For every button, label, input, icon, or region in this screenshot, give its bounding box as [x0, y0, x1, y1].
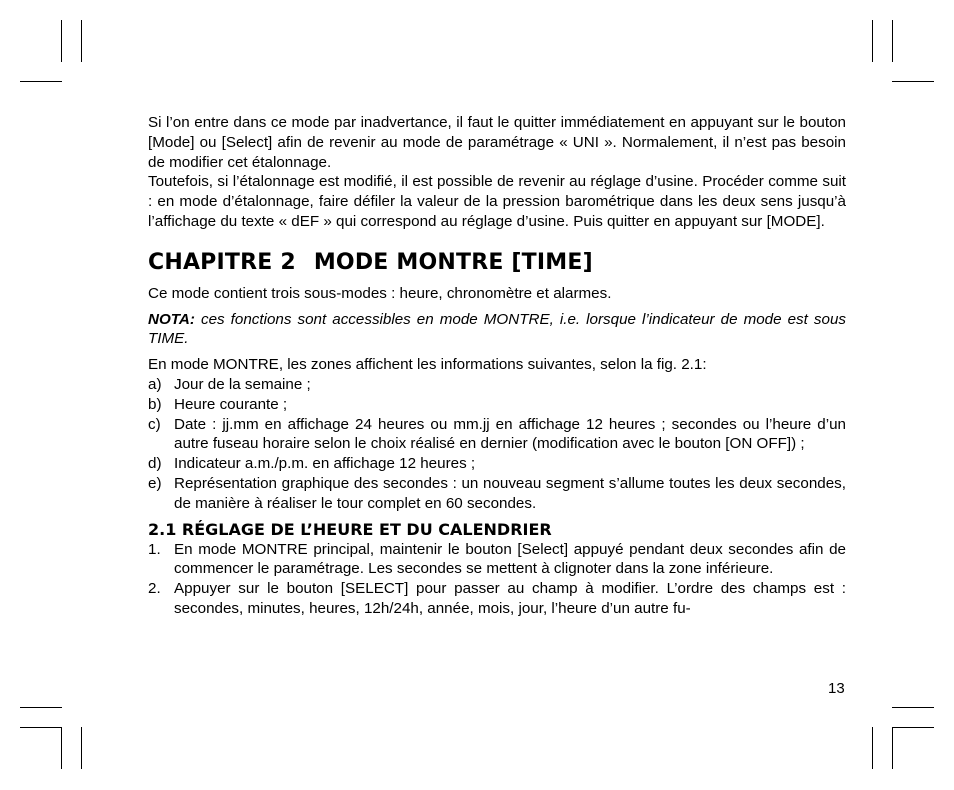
list-item-text: En mode MONTRE principal, maintenir le bouton [Select] appuyé pendant deux secondes afin de commencer le paramétrage. Les secondes se mettent à clignoter dans la zone inférieure.: [174, 540, 846, 578]
crop-mark-bottom-right-inner: [872, 727, 873, 769]
chapter-heading: [148, 248, 846, 278]
list-item-text: Indicateur a.m./p.m. en affichage 12 heures ;: [174, 455, 476, 473]
list-item-text: Date : jj.mm en affichage 24 heures ou mm.jj en affichage 12 heures ; secondes ou l’heure d’un autre fuseau horaire selon le choix réalisé en dernier (modification avec le bouton [ON OFF]) ;: [174, 415, 846, 453]
crop-mark-top-right-inner: [872, 20, 873, 62]
list-item-text: Représentation graphique des secondes : un nouveau segment s’allume toutes les deux secondes, de manière à réaliser le tour complet en 60 secondes.: [174, 474, 846, 512]
list-item-text: Heure courante ;: [174, 395, 288, 413]
crop-mark-top-right-outer: [892, 20, 893, 62]
crop-mark-bottom-left-horizontal-2: [20, 727, 62, 728]
crop-mark-bottom-left-horizontal-1: [20, 707, 62, 708]
list-marker: d): [148, 455, 162, 473]
list-item: [148, 375, 846, 395]
zones-list: [148, 375, 846, 514]
list-item: [148, 579, 846, 619]
list-marker: 1.: [148, 540, 161, 558]
crop-mark-top-left-outer: [61, 20, 62, 62]
list-marker: e): [148, 474, 162, 492]
list-item: [148, 454, 846, 474]
list-item-text: Jour de la semaine ;: [174, 375, 311, 393]
nota-label: NOTA:: [148, 310, 195, 328]
list-marker: 2.: [148, 580, 161, 598]
intro-paragraph-1: Si l’on entre dans ce mode par inadvertance, il faut le quitter immédiatement en appuyant sur le bouton [Mode] ou [Select] afin de revenir au mode de paramétrage « UNI ». Normalement, il n’est pas besoin de modifier cet étalonnage.: [148, 114, 846, 171]
crop-mark-bottom-right-outer: [892, 727, 893, 769]
crop-mark-bottom-left-inner: [81, 727, 82, 769]
list-item: [148, 415, 846, 455]
crop-mark-bottom-left-outer: [61, 727, 62, 769]
list-marker: b): [148, 395, 162, 413]
list-marker: a): [148, 375, 162, 393]
list-item: [148, 395, 846, 415]
nota-paragraph: [148, 310, 846, 350]
steps-list: [148, 540, 846, 619]
list-item: [148, 474, 846, 514]
list-item: [148, 540, 846, 580]
page-number: 13: [828, 680, 845, 697]
section-heading: 2.1 RÉGLAGE DE L’HEURE ET DU CALENDRIER: [148, 519, 552, 539]
crop-mark-bottom-right-horizontal-2: [892, 727, 934, 728]
page-content: [148, 113, 846, 619]
chapter-title: MODE MONTRE [TIME]: [313, 249, 593, 275]
chapter-number: CHAPITRE 2: [148, 249, 296, 275]
crop-mark-top-right-horizontal: [892, 81, 934, 82]
nota-text: ces fonctions sont accessibles en mode MONTRE, i.e. lorsque l’indicateur de mode est sous TIME.: [148, 310, 846, 348]
list-marker: c): [148, 415, 161, 433]
crop-mark-top-left-inner: [81, 20, 82, 62]
chapter-intro: Ce mode contient trois sous-modes : heure, chronomètre et alarmes.: [148, 284, 612, 302]
crop-mark-top-left-horizontal: [20, 81, 62, 82]
zones-intro: En mode MONTRE, les zones affichent les informations suivantes, selon la fig. 2.1:: [148, 356, 707, 374]
intro-paragraph-2: Toutefois, si l’étalonnage est modifié, il est possible de revenir au réglage d’usine. Procéder comme suit : en mode d’étalonnage, faire défiler la valeur de la pression barométrique dans les deux sens jusqu’à l’affichage du texte « dEF » qui correspond au réglage d’usine. Puis quitter en appuyant sur [MODE].: [148, 173, 846, 230]
crop-mark-bottom-right-horizontal-1: [892, 707, 934, 708]
list-item-text: Appuyer sur le bouton [SELECT] pour passer au champ à modifier. L’ordre des champs est : secondes, minutes, heures, 12h/24h, année, mois, jour, l’heure d’un autre fu-: [174, 580, 846, 617]
